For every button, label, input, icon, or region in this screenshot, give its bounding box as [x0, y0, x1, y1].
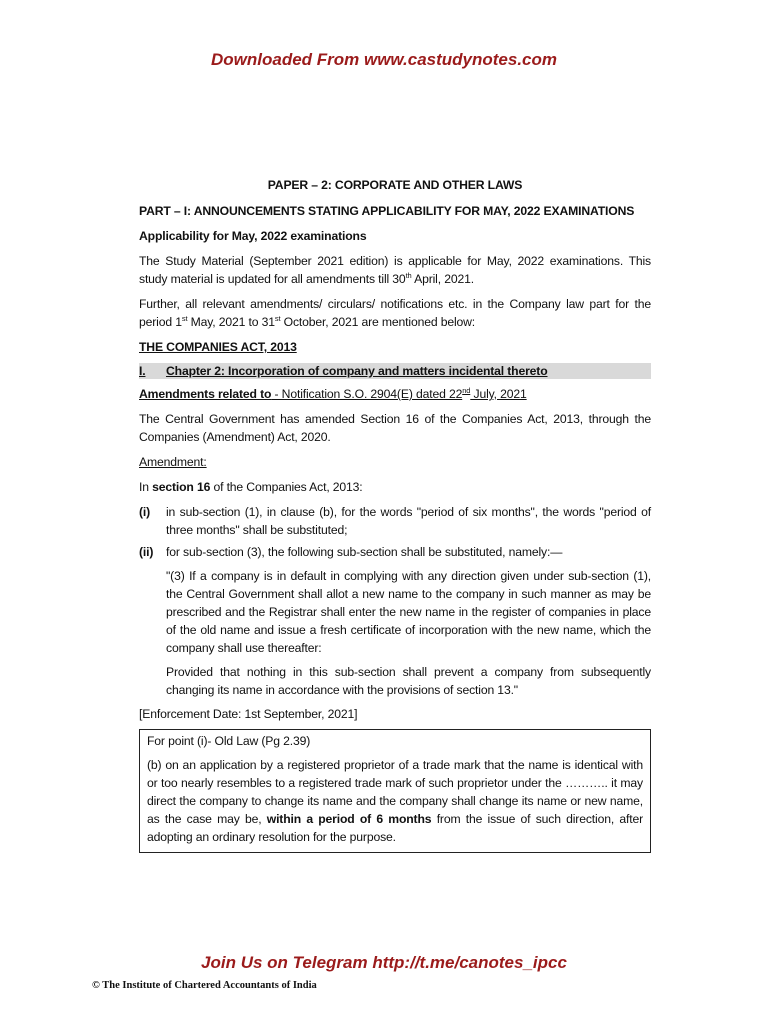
part-title: PART – I: ANNOUNCEMENTS STATING APPLICABILITY FOR MAY, 2022 EXAMINATIONS: [139, 204, 635, 218]
list-item: [139, 503, 651, 539]
old-law-box-title: For point (i)- Old Law (Pg 2.39): [147, 734, 311, 748]
list-item-text: in sub-section (1), in clause (b), for the words "period of six months", the words "period of three months" shall be substituted;: [166, 505, 651, 537]
list-item-text: for sub-section (3), the following sub-section shall be substituted, namely:—: [166, 545, 563, 559]
chapter-heading: [139, 363, 651, 379]
act-title: THE COMPANIES ACT, 2013: [139, 340, 297, 354]
central-government-paragraph: The Central Government has amended Section 16 of the Companies Act, 2013, through the Companies (Amendment) Act, 2020.: [139, 412, 651, 444]
copyright-footer: © The Institute of Chartered Accountants of India: [92, 980, 317, 991]
study-material-paragraph: The Study Material (September 2021 edition) is applicable for May, 2022 examinations. This study material is updated for all amendments till 30th April, 2021.: [139, 254, 651, 286]
chapter-title: Chapter 2: Incorporation of company and matters incidental thereto: [166, 364, 548, 378]
telegram-banner: Join Us on Telegram http://t.me/canotes_ipcc: [201, 953, 567, 972]
document-body: [139, 176, 651, 853]
section-intro: In section 16 of the Companies Act, 2013:: [139, 480, 363, 494]
download-source-banner: Downloaded From www.castudynotes.com: [210, 50, 558, 69]
list-marker: (i): [139, 505, 151, 519]
amendments-related-line: Amendments related to - Notification S.O. 2904(E) dated 22nd July, 2021: [139, 385, 527, 401]
amendments-period-paragraph: Further, all relevant amendments/ circulars/ notifications etc. in the Company law part for the period 1st May, 2021 to 31st October, 2021 are mentioned below:: [139, 297, 651, 329]
chapter-number: I.: [139, 364, 146, 378]
enforcement-date: [Enforcement Date: 1st September, 2021]: [139, 707, 358, 721]
paper-title: PAPER – 2: CORPORATE AND OTHER LAWS: [267, 178, 523, 192]
old-law-box: [139, 729, 651, 853]
list-marker: (ii): [139, 545, 154, 559]
list-item: [139, 543, 651, 561]
substituted-subsection-quote: "(3) If a company is in default in complying with any direction given under sub-section (1), the Central Government shall allot a new name to the company in such manner as may be prescribed and the Registrar shall enter the new name in the register of companies in place of the old name and issue a fresh certificate of incorporation with the new name, which the company shall use thereafter:: [166, 569, 651, 655]
old-law-box-text: (b) on an application by a registered proprietor of a trade mark that the name is identical with or too nearly resembles to a registered trade mark of such proprietor under the ……….. it may direct the company to change its name and the company shall change its name or new name, as the case may be, within a period of 6 months from the issue of such direction, after adopting an ordinary resolution for the purpose.: [147, 758, 644, 844]
amendment-label: Amendment:: [139, 455, 207, 469]
applicability-heading: Applicability for May, 2022 examinations: [139, 229, 367, 243]
proviso-quote: Provided that nothing in this sub-section shall prevent a company from subsequently changing its name in accordance with the provisions of section 13.": [166, 665, 651, 697]
